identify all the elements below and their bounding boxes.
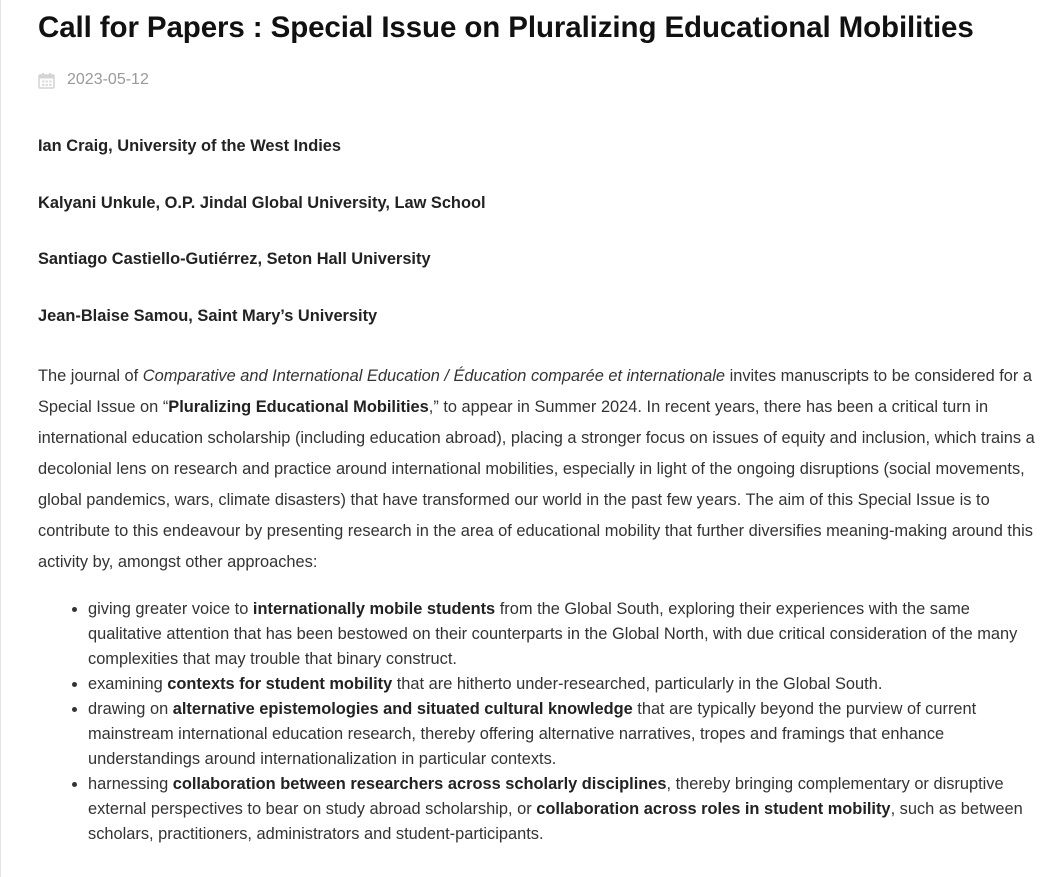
- author-list: [38, 136, 1042, 326]
- author-name: Santiago Castiello-Gutiérrez, Seton Hall University: [38, 250, 431, 268]
- list-item: • examining contexts for student mobility that are hitherto under-researched, particularly in the Global South.: [88, 672, 1042, 697]
- approaches-list: [38, 597, 1042, 847]
- intro-text: invites manuscripts to be considered for a Special Issue on “: [38, 367, 1033, 416]
- list-item-emphasis: internationally mobile students: [252, 600, 496, 618]
- list-item-emphasis: collaboration between researchers across scholarly disciplines: [172, 775, 667, 793]
- intro-text: ,” to appear in Summer 2024. In recent years, there has been a critical turn in international education scholarship (including education abroad), placing a stronger focus on issues of equity and inclusion, which trains a decolonial lens on research and practice around international mobilities, especially in light of the ongoing disruptions (social movements, global pandemics, wars, climate disasters) that have transformed our world in the past few years. The aim of this Special Issue is to contribute to this endeavour by presenting research in the area of educational mobility that further diversifies meaning-making around this activity by, amongst other approaches:: [38, 398, 1035, 571]
- journal-name: Comparative and International Education / Éducation comparée et internationale: [142, 367, 726, 385]
- author-name: Kalyani Unkule, O.P. Jindal Global University, Law School: [38, 193, 486, 212]
- list-item-emphasis: alternative epistemologies and situated cultural knowledge: [172, 700, 633, 718]
- intro-text: The journal of: [38, 367, 143, 385]
- list-item: • harnessing collaboration between researchers across scholarly disciplines, thereby bringing complementary or disruptive external perspectives to bear on study abroad scholarship, or collaboration across roles in student mobility, such as between scholars, practitioners, administrators and student-participants.: [88, 772, 1042, 847]
- article: [38, 0, 1042, 847]
- list-item-emphasis: collaboration across roles in student mobility: [536, 800, 891, 818]
- intro-paragraph: [38, 361, 1042, 578]
- special-issue-name: Pluralizing Educational Mobilities: [168, 398, 429, 416]
- author-name: Ian Craig, University of the West Indies: [38, 137, 341, 155]
- list-item: • giving greater voice to internationally mobile students from the Global South, exploring their experiences with the same qualitative attention that has been bestowed on their counterparts in the Global North, with due critical consideration of the many complexities that may trouble that binary construct.: [88, 597, 1042, 672]
- list-item-emphasis: contexts for student mobility: [167, 675, 393, 693]
- post-meta: [38, 70, 1042, 90]
- post-date: 2023-05-12: [67, 71, 149, 88]
- list-item: • drawing on alternative epistemologies and situated cultural knowledge that are typically beyond the purview of current mainstream international education research, thereby offering alternative narratives, tropes and framings that enhance understandings around internationalization in particular contexts.: [88, 697, 1042, 772]
- page-title: Call for Papers : Special Issue on Pluralizing Educational Mobilities: [38, 11, 974, 44]
- page-left-border: [0, 0, 1, 877]
- calendar-icon: [38, 72, 55, 89]
- author-name: Jean-Blaise Samou, Saint Mary’s University: [38, 306, 378, 325]
